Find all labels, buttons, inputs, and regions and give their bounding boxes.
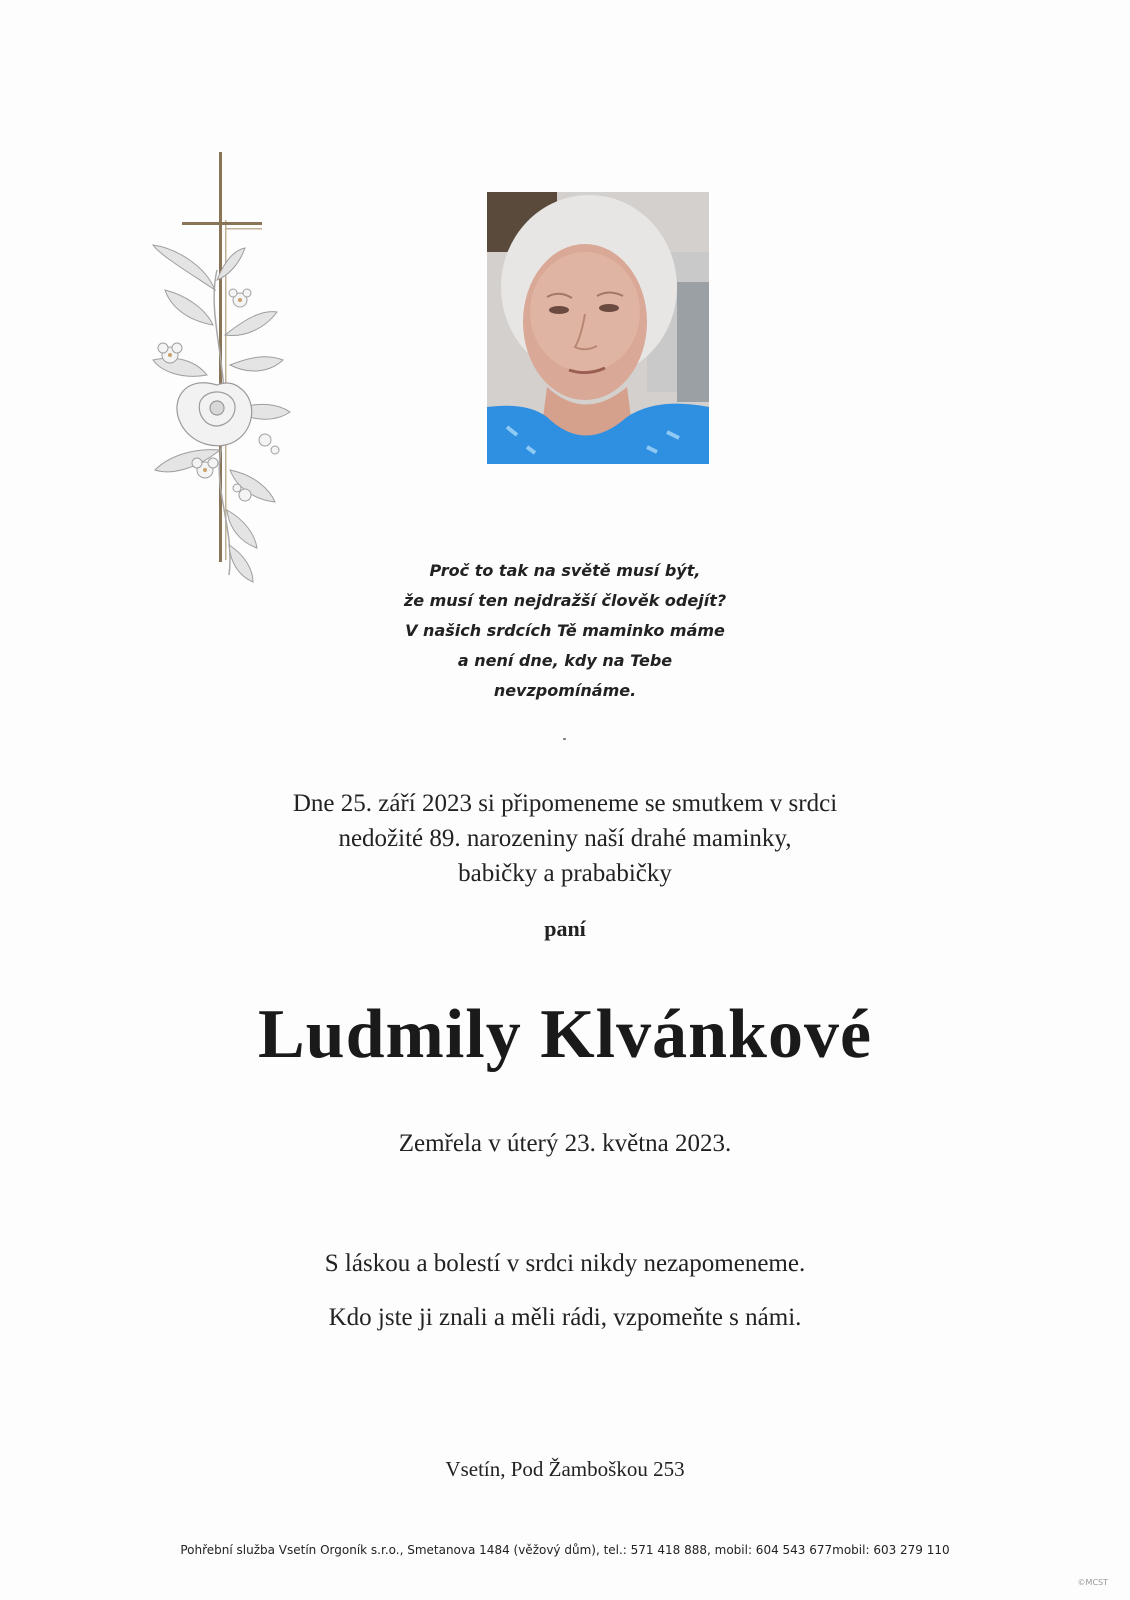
funeral-service-footer: Pohřební služba Vsetín Orgoník s.r.o., Smetanova 1484 (věžový dům), tel.: 571 418 888, mobil: 604 543 677mobil: 603 279 110 [180,1543,950,1557]
deceased-name: Ludmily Klvánkové [257,996,873,1073]
poem-line: Proč to tak na světě musí být, [429,561,701,580]
honorific: paní [544,916,586,941]
poem-line: že musí ten nejdražší člověk odejít? [403,591,727,610]
poem-line: V našich srdcích Tě maminko máme [405,621,725,640]
address: Vsetín, Pod Žamboškou 253 [445,1457,685,1481]
intro-line: babičky a prababičky [458,860,672,887]
cross-with-flowers-icon [125,150,310,595]
poem-line: nevzpomínáme. [493,681,637,700]
intro-line: nedožité 89. narozeniny naší drahé maminky, [338,825,792,852]
watermark: ©MCST [1077,1578,1108,1587]
poem-line: a není dne, kdy na Tebe [457,651,673,670]
closing-line: S láskou a bolestí v srdci nikdy nezapomeneme. [324,1250,806,1277]
portrait-photo [487,192,709,464]
separator-dot [563,738,566,740]
intro-text [215,786,915,891]
death-notice: Zemřela v úterý 23. května 2023. [398,1130,732,1157]
closing-line: Kdo jste ji znali a měli rádi, vzpomeňte s námi. [328,1304,802,1331]
poem [330,556,800,706]
closing-text [215,1237,915,1345]
intro-line: Dne 25. září 2023 si připomeneme se smutkem v srdci [292,790,838,817]
